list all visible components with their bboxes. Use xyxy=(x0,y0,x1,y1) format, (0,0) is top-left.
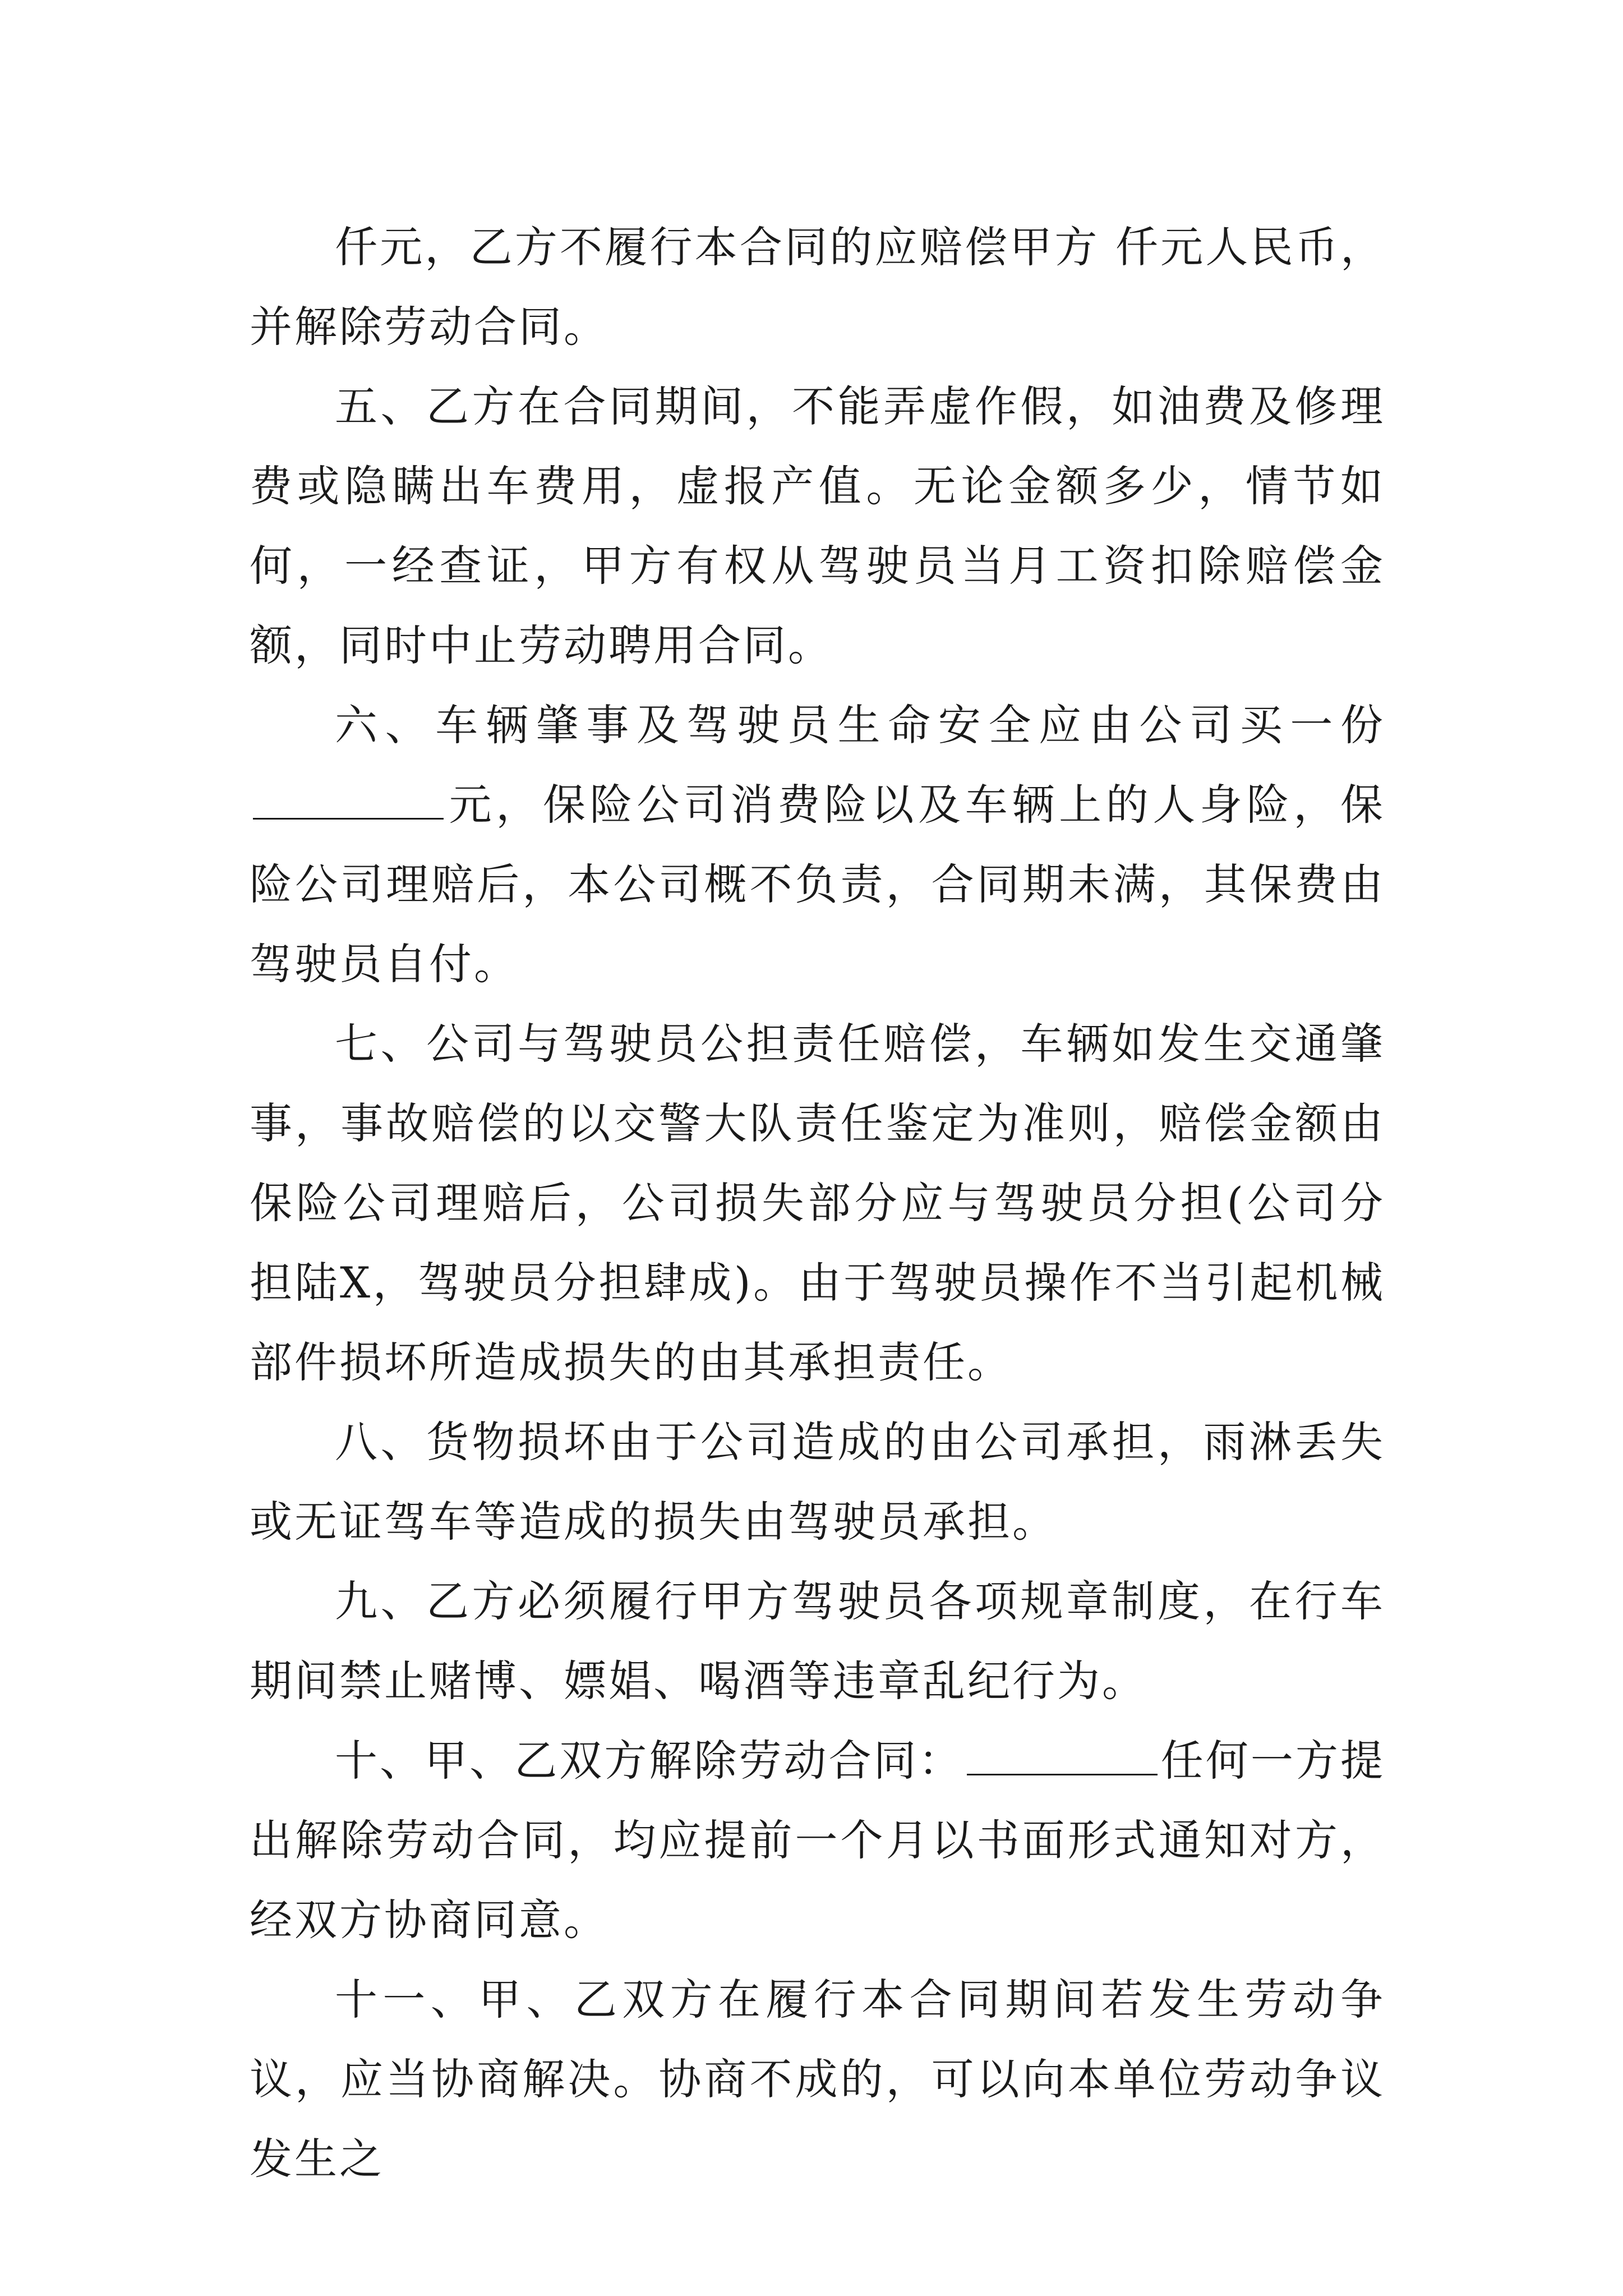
fill-in-blank[interactable] xyxy=(967,1740,1158,1775)
paragraph-text: 九、乙方必须履行甲方驾驶员各项规章制度，在行车期间禁止赌博、嫖娼、喝酒等违章乱纪行为。 xyxy=(250,1576,1385,1706)
contract-body xyxy=(250,208,1385,2199)
paragraph-text: 十、甲、乙双方解除劳动合同： xyxy=(335,1736,963,1786)
paragraph-text: 十一、甲、乙双方在履行本合同期间若发生劳动争议，应当协商解决。协商不成的，可以向本单位劳动争议发生之 xyxy=(250,1975,1385,2184)
paragraph-clause-5 xyxy=(250,367,1385,685)
paragraph-clause-6 xyxy=(250,685,1385,1004)
paragraph-clause-8 xyxy=(250,1402,1385,1562)
paragraph-clause-10 xyxy=(250,1721,1385,1960)
paragraph-clause-11 xyxy=(250,1960,1385,2199)
paragraph-text: 仟元，乙方不履行本合同的应赔偿甲方 仟元人民币，并解除劳动合同。 xyxy=(250,222,1385,352)
paragraph-text: 元，保险公司消费险以及车辆上的人身险，保险公司理赔后，本公司概不负责，合同期未满，其保费由驾驶员自付。 xyxy=(250,780,1385,989)
paragraph-text: 八、货物损坏由于公司造成的由公司承担，雨淋丢失或无证驾车等造成的损失由驾驶员承担。 xyxy=(250,1417,1385,1547)
paragraph-text: 七、公司与驾驶员公担责任赔偿，车辆如发生交通肇事，事故赔偿的以交警大队责任鉴定为准则，赔偿金额由保险公司理赔后，公司损失部分应与驾驶员分担(公司分担陆X，驾驶员分担肆成)。由于驾驶员操作不当引起机械部件损坏所造成损失的由其承担责任。 xyxy=(250,1019,1385,1387)
fill-in-blank[interactable] xyxy=(253,784,444,820)
paragraph-text: 五、乙方在合同期间，不能弄虚作假，如油费及修理费或隐瞒出车费用，虚报产值。无论金额多少，情节如何，一经查证，甲方有权从驾驶员当月工资扣除赔偿金额，同时中止劳动聘用合同。 xyxy=(250,381,1385,670)
paragraph-text: 六、车辆肇事及驾驶员生命安全应由公司买一份 xyxy=(335,700,1385,750)
paragraph-compensation-continued xyxy=(250,208,1385,367)
paragraph-text: 任何一方提出解除劳动合同，均应提前一个月以书面形式通知对方，经双方协商同意。 xyxy=(250,1736,1386,1945)
paragraph-clause-9 xyxy=(250,1562,1385,1721)
paragraph-clause-7 xyxy=(250,1004,1385,1402)
